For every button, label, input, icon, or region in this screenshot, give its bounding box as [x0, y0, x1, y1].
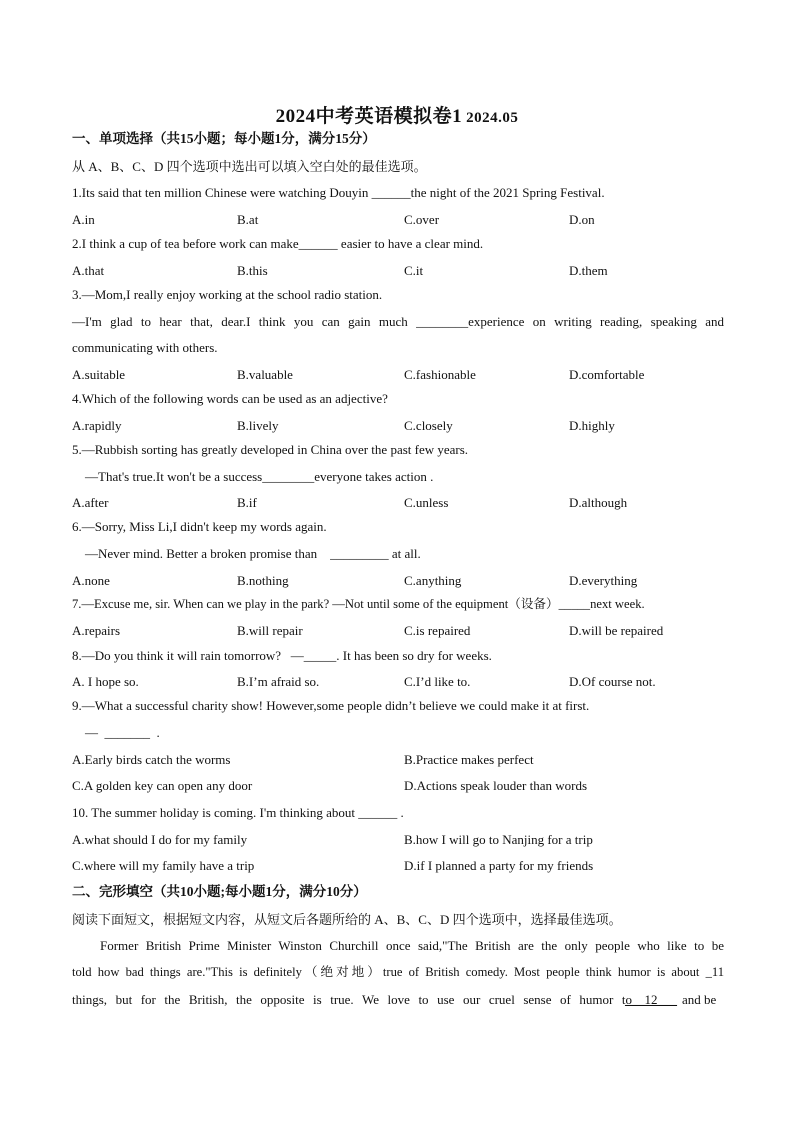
q5-stem-line1: 5.—Rubbish sorting has greatly developed in China over the past few years.	[72, 442, 469, 457]
page-title	[0, 101, 794, 128]
q10-stem: 10. The summer holiday is coming. I'm thinking about ______ .	[72, 805, 404, 820]
q1-option-b: B.at	[237, 212, 259, 227]
q3-stem-line1: 3.—Mom,I really enjoy working at the school radio station.	[72, 287, 383, 302]
q10-option-c: C.where will my family have a trip	[72, 858, 255, 873]
q10-option-a: A.what should I do for my family	[72, 832, 248, 847]
q6-option-b: B.nothing	[237, 573, 289, 588]
q8-stem: 8.—Do you think it will rain tomorrow? —_____. It has been so dry for weeks.	[72, 648, 492, 663]
q2-option-b: B.this	[237, 263, 268, 278]
q4-option-c: C.closely	[404, 418, 453, 433]
passage-line2: told how bad things are."This is definitely（绝对地）true of British comedy. Most people think humor is about _11	[72, 965, 724, 979]
q9-option-a: A.Early birds catch the worms	[72, 752, 231, 767]
q8-option-d: D.Of course not.	[569, 674, 656, 689]
q4-option-a: A.rapidly	[72, 418, 122, 433]
q2-option-d: D.them	[569, 263, 608, 278]
q9-stem-line2: — _______ .	[72, 725, 160, 740]
q9-option-c: C.A golden key can open any door	[72, 778, 253, 793]
passage-line3-end: and be	[682, 992, 717, 1007]
q5-option-d: D.although	[569, 495, 628, 510]
q5-stem-line2: —That's true.It won't be a success________everyone takes action .	[72, 469, 434, 484]
q9-option-b: B.Practice makes perfect	[404, 752, 534, 767]
section1-instruction: 从 A、B、C、D 四个选项中选出可以填入空白处的最佳选项。	[72, 159, 427, 174]
section2-instruction: 阅读下面短文，根据短文内容，从短文后各题所给的 A、B、C、D 四个选项中，选择最佳选项。	[72, 912, 622, 927]
q3-option-b: B.valuable	[237, 367, 293, 382]
q6-option-c: C.anything	[404, 573, 462, 588]
q3-option-d: D.comfortable	[569, 367, 645, 382]
q1-option-d: D.on	[569, 212, 595, 227]
q6-option-d: D.everything	[569, 573, 638, 588]
q8-option-a: A. I hope so.	[72, 674, 139, 689]
section2-heading: 二、完形填空（共10小题;每小题1分，满分10分）	[72, 884, 367, 899]
title-date: 2024.05	[466, 110, 519, 126]
q1-option-c: C.over	[404, 212, 440, 227]
q8-option-c: C.I’d like to.	[404, 674, 471, 689]
q7-stem: 7.—Excuse me, sir. When can we play in the park? —Not until some of the equipment（设备）_____next week.	[72, 597, 645, 611]
q5-option-c: C.unless	[404, 495, 449, 510]
q5-option-b: B.if	[237, 495, 257, 510]
q4-option-b: B.lively	[237, 418, 279, 433]
q6-stem-line2: —Never mind. Better a broken promise than _________ at all.	[72, 546, 421, 561]
q3-stem-line2: —I'm glad to hear that, dear.I think you can gain much ________experience on writing reading, speaking and	[72, 314, 724, 329]
q1-option-a: A.in	[72, 212, 95, 227]
passage-blank-12: ___12___	[625, 992, 677, 1007]
q9-stem-line1: 9.—What a successful charity show! However,some people didn’t believe we could make it at first.	[72, 698, 590, 713]
q5-option-a: A.after	[72, 495, 109, 510]
q4-stem: 4.Which of the following words can be used as an adjective?	[72, 391, 388, 406]
q3-option-c: C.fashionable	[404, 367, 476, 382]
q3-option-a: A.suitable	[72, 367, 126, 382]
q4-option-d: D.highly	[569, 418, 615, 433]
q1-stem: 1.Its said that ten million Chinese were watching Douyin ______the night of the 2021 Spring Festival.	[72, 185, 605, 200]
q7-option-d: D.will be repaired	[569, 623, 664, 638]
section1-heading: 一、单项选择（共15小题；每小题1分，满分15分）	[72, 131, 376, 146]
q7-option-a: A.repairs	[72, 623, 121, 638]
passage-line3: things, but for the British, the opposite is true. We love to use our cruel sense of humor to	[72, 992, 632, 1007]
title-main: 2024中考英语模拟卷1	[275, 106, 463, 127]
q9-option-d: D.Actions speak louder than words	[404, 778, 588, 793]
q7-option-b: B.will repair	[237, 623, 303, 638]
q10-option-d: D.if I planned a party for my friends	[404, 858, 594, 873]
q8-option-b: B.I’m afraid so.	[237, 674, 320, 689]
q3-stem-line3: communicating with others.	[72, 340, 218, 355]
q6-option-a: A.none	[72, 573, 110, 588]
q2-option-c: C.it	[404, 263, 424, 278]
q6-stem-line1: 6.—Sorry, Miss Li,I didn't keep my words again.	[72, 519, 327, 534]
passage-line1: Former British Prime Minister Winston Churchill once said,"The British are the only people who like to be	[100, 938, 724, 953]
q10-option-b: B.how I will go to Nanjing for a trip	[404, 832, 593, 847]
q7-option-c: C.is repaired	[404, 623, 471, 638]
q2-option-a: A.that	[72, 263, 105, 278]
q2-stem: 2.I think a cup of tea before work can make______ easier to have a clear mind.	[72, 236, 484, 251]
